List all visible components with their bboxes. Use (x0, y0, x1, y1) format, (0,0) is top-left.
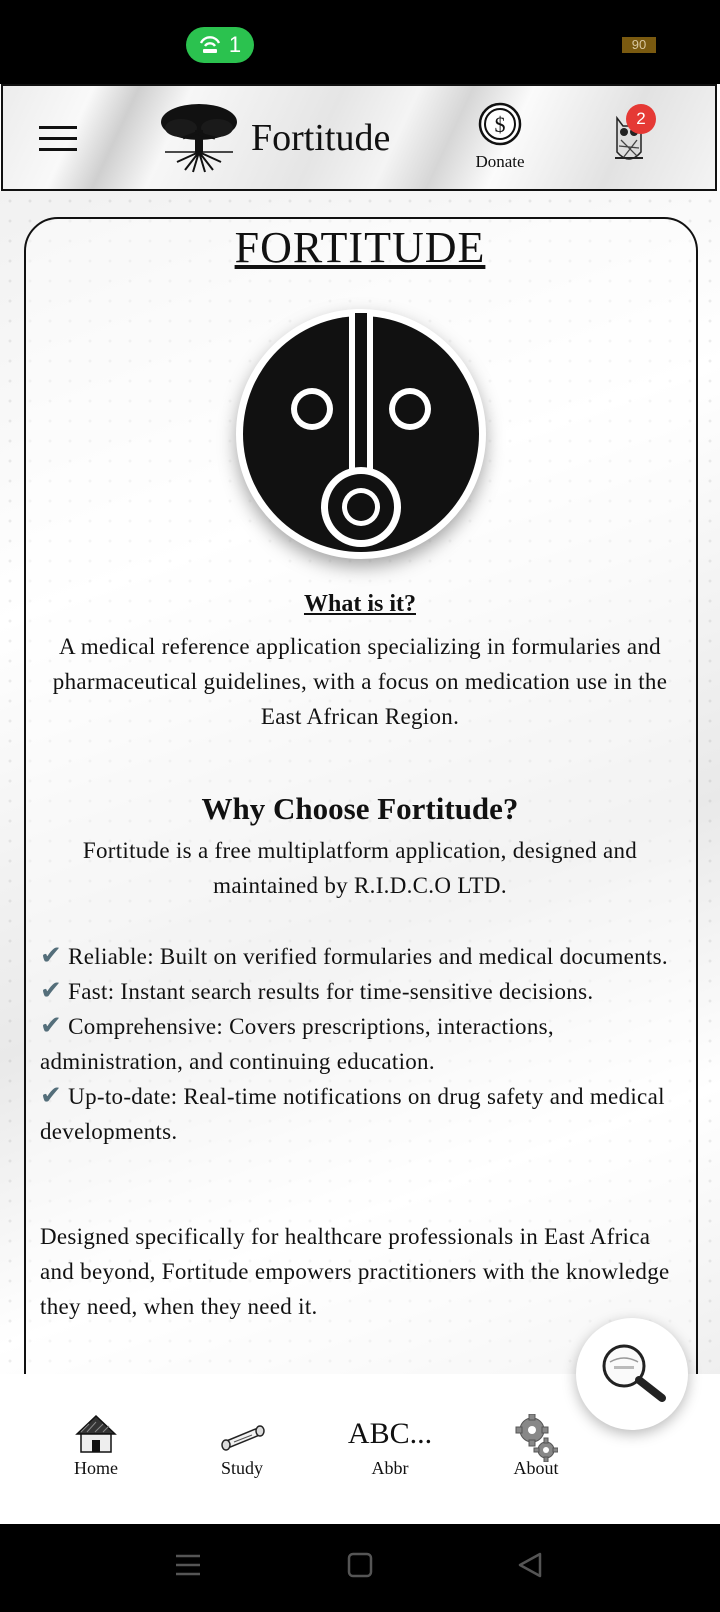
main-content[interactable] (0, 191, 720, 1374)
feature-item: ✔ Up-to-date: Real-time notifications on drug safety and medical developments. (40, 1081, 665, 1144)
hamburger-icon[interactable] (39, 126, 77, 152)
feature-list (40, 939, 680, 1149)
back-triangle-icon[interactable] (516, 1550, 544, 1580)
hotspot-count: 1 (228, 32, 242, 57)
what-description: A medical reference application specializing in formularies and pharmaceutical guidelines, with a focus on medication use in the East African Region. (52, 634, 668, 729)
app-title: Fortitude (251, 117, 391, 159)
closing-paragraph: Designed specifically for healthcare professionals in East Africa and beyond, Fortitude empowers practitioners with the knowledge they need, when they need it. (40, 1224, 670, 1319)
system-nav-bar (0, 1524, 720, 1612)
fortitude-emblem (236, 309, 486, 559)
hotspot-indicator[interactable] (186, 27, 254, 63)
feature-item: ✔ Reliable: Built on verified formularies and medical documents. (40, 941, 668, 971)
checkmark-icon: ✔ (40, 941, 63, 971)
nav-about[interactable] (476, 1414, 596, 1504)
status-bar (0, 0, 720, 84)
nav-home-label: Home (74, 1458, 118, 1478)
donate-label: Donate (475, 152, 525, 171)
nav-study-label: Study (220, 1458, 263, 1478)
battery-indicator: 90 (622, 37, 656, 53)
app-header (1, 84, 717, 191)
feature-item: ✔ Comprehensive: Covers prescriptions, interactions, administration, and continuing education. (40, 1011, 554, 1074)
gear-icon (514, 1414, 558, 1462)
abbr-glyph: ABC... (347, 1417, 433, 1450)
why-description: Fortitude is a free multiplatform application, designed and maintained by R.I.D.C.O LTD. (82, 838, 638, 898)
nav-home[interactable] (36, 1414, 156, 1504)
home-square-icon[interactable] (346, 1550, 374, 1580)
nav-about-label: About (513, 1458, 559, 1478)
checkmark-icon: ✔ (40, 1011, 63, 1041)
hut-icon (73, 1414, 119, 1454)
feature-item: ✔ Fast: Instant search results for time-sensitive decisions. (40, 976, 594, 1006)
recent-apps-icon[interactable] (174, 1550, 202, 1580)
donate-button[interactable] (465, 102, 535, 176)
nav-study[interactable] (182, 1414, 302, 1504)
notification-badge: 2 (626, 104, 656, 134)
mask-emblem-icon (236, 309, 486, 559)
checkmark-icon: ✔ (40, 1081, 63, 1111)
magnifier-icon (596, 1340, 670, 1408)
svg-text:$: $ (494, 112, 506, 137)
why-heading: Why Choose Fortitude? (201, 791, 519, 826)
nav-abbr-label: Abbr (371, 1458, 409, 1478)
checkmark-icon: ✔ (40, 976, 63, 1006)
page-heading: FORTITUDE (234, 223, 486, 272)
hotspot-icon (199, 35, 221, 55)
what-heading: What is it? (303, 591, 416, 617)
search-button[interactable] (576, 1318, 688, 1430)
scroll-icon (218, 1414, 266, 1454)
nav-abbr[interactable] (330, 1414, 450, 1504)
tree-logo-icon (159, 100, 239, 176)
dollar-coin-icon (478, 102, 522, 146)
